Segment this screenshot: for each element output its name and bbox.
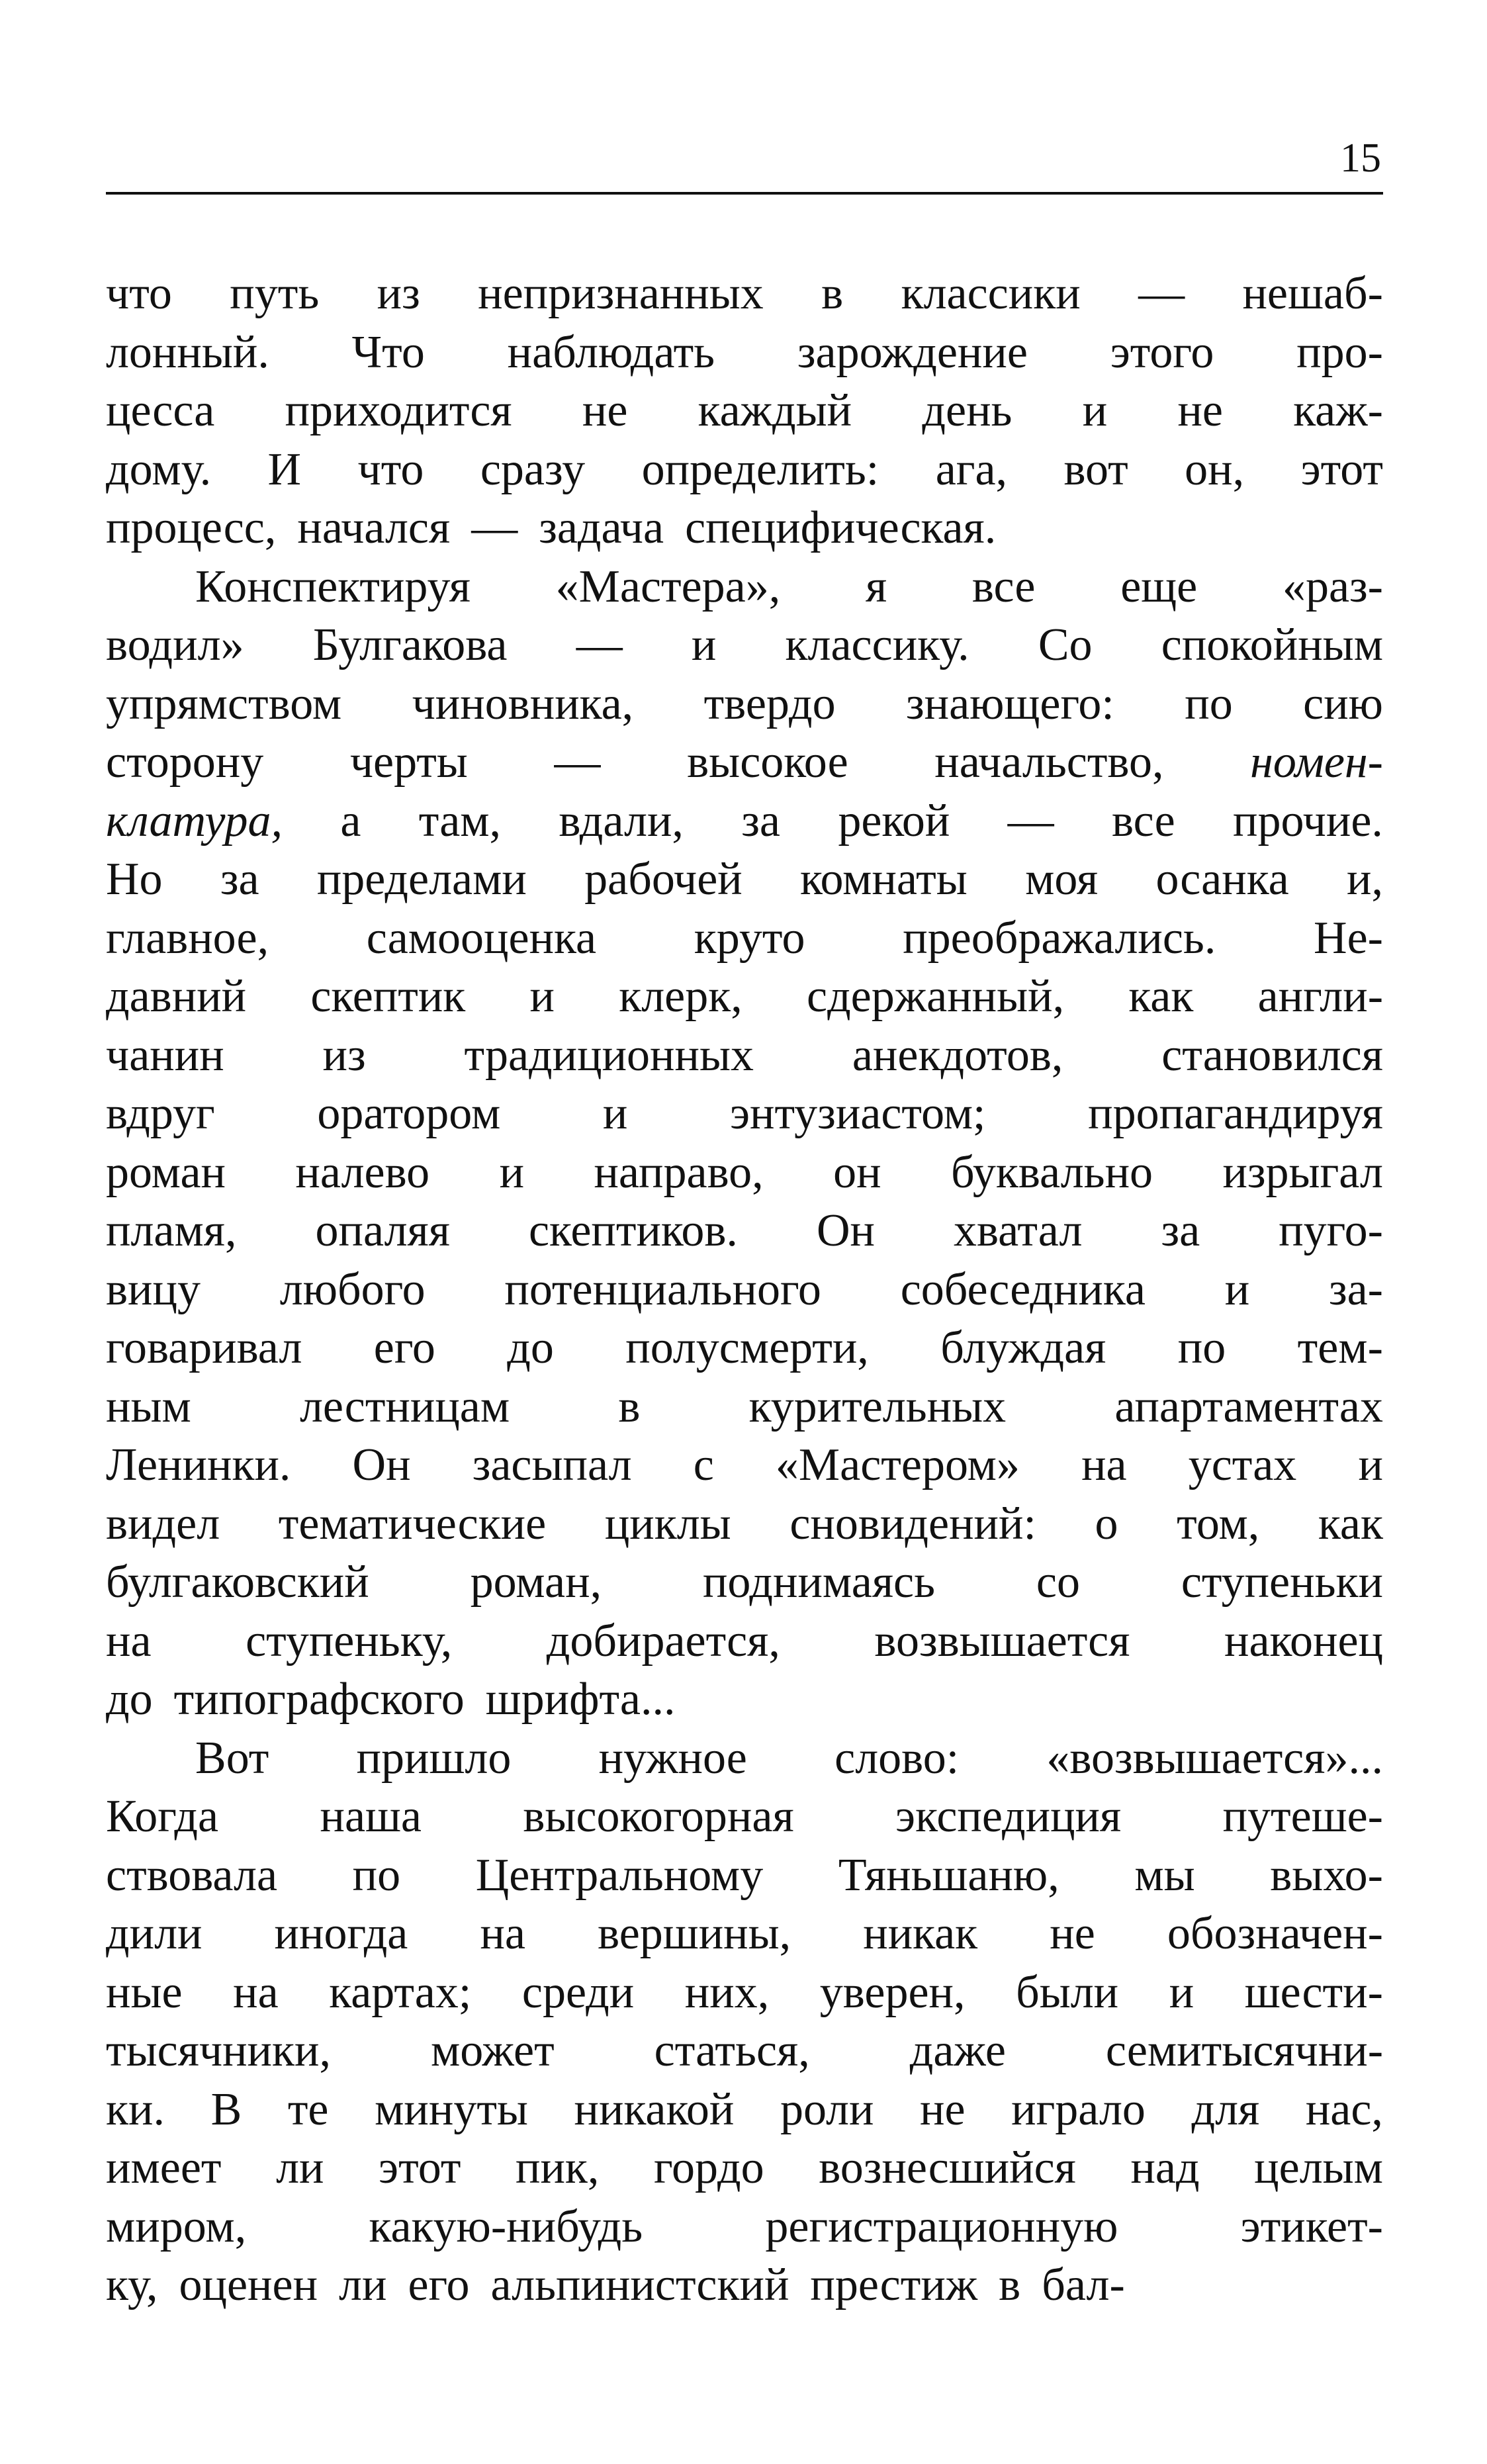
word: Тяньшаню, <box>838 1849 1059 1901</box>
word: пропагандируя <box>1088 1088 1383 1139</box>
word: все <box>971 561 1036 612</box>
word: анекдотов, <box>852 1029 1063 1081</box>
word: сдержанный, <box>807 971 1065 1022</box>
text-line <box>106 382 1383 441</box>
text-line <box>106 1905 1383 1964</box>
word: роман <box>106 1146 226 1198</box>
word: собеседника <box>900 1263 1146 1315</box>
word: гордо <box>653 2142 764 2193</box>
word: до <box>106 1674 153 1725</box>
word: каждый <box>698 385 852 436</box>
word: осанка <box>1155 854 1289 905</box>
word: путь <box>230 268 320 319</box>
word: дили <box>106 1908 203 1959</box>
text-line <box>106 1729 1383 1788</box>
word: непризнанных <box>478 268 764 319</box>
word: энтузиастом; <box>730 1088 986 1139</box>
text-line <box>106 1027 1383 1085</box>
text-line <box>106 675 1383 734</box>
word: высокогорная <box>523 1791 794 1842</box>
word: начался <box>297 502 451 553</box>
word: обозначен- <box>1167 1908 1383 1959</box>
word: никакой <box>574 2083 735 2135</box>
word: уверен, <box>819 1966 966 2018</box>
word: апартаментах <box>1114 1381 1383 1432</box>
word: ага, <box>935 443 1008 495</box>
word: а <box>340 795 361 846</box>
word: приходится <box>285 385 512 436</box>
word: вицу <box>106 1263 201 1315</box>
word: булгаковский <box>106 1557 369 1608</box>
word: блуждая <box>940 1322 1106 1373</box>
word: лестницам <box>300 1381 510 1432</box>
word: курительных <box>748 1381 1007 1432</box>
text-line <box>106 1261 1383 1320</box>
word: оценен <box>179 2259 318 2310</box>
word: играло <box>1011 2083 1146 2135</box>
word: Что <box>351 326 425 378</box>
word: вдали, <box>559 795 684 846</box>
word: каж- <box>1293 385 1383 436</box>
header-rule <box>106 192 1383 195</box>
word: как <box>1318 1498 1383 1549</box>
word: наконец <box>1224 1615 1383 1666</box>
word: на <box>1081 1439 1127 1490</box>
word: из <box>322 1029 366 1081</box>
word: пик, <box>515 2142 600 2193</box>
word: его <box>408 2259 470 2310</box>
word: Центральному <box>475 1849 764 1901</box>
word: Но <box>106 854 163 905</box>
text-line <box>106 1319 1383 1378</box>
word: о <box>1095 1498 1118 1549</box>
word: направо, <box>594 1146 764 1198</box>
word: моя <box>1025 854 1099 905</box>
word: традиционных <box>464 1029 754 1081</box>
word: сновидений: <box>789 1498 1036 1549</box>
text-line <box>106 1670 1383 1729</box>
word: в <box>821 268 844 319</box>
word: этот <box>1300 443 1383 495</box>
word: выхо- <box>1270 1849 1383 1901</box>
word: пределами <box>316 854 527 905</box>
text-line <box>106 2081 1383 2140</box>
word: путеше- <box>1222 1791 1383 1842</box>
word: вот <box>1063 443 1128 495</box>
word: он, <box>1185 443 1245 495</box>
text-line <box>106 2256 1383 2315</box>
word: миром, <box>106 2201 247 2252</box>
word: не <box>920 2083 966 2135</box>
word: высокое <box>687 737 848 788</box>
word: Ленинки. <box>106 1439 291 1490</box>
word: сразу <box>480 443 586 495</box>
word: И <box>267 443 302 495</box>
word: циклы <box>604 1498 731 1549</box>
word: — <box>471 502 518 553</box>
word: день <box>922 385 1013 436</box>
word: давний <box>106 971 247 1022</box>
word: черты <box>349 737 468 788</box>
word: до <box>507 1322 554 1373</box>
word: упрямством <box>106 678 342 729</box>
word: и <box>1082 385 1108 436</box>
word: рабочей <box>584 854 743 905</box>
text-line <box>106 441 1383 500</box>
word: экспедиция <box>895 1791 1122 1842</box>
word: нужное <box>598 1732 747 1784</box>
word: бал- <box>1042 2259 1125 2310</box>
word: мы <box>1134 1849 1195 1901</box>
word: скептик <box>310 971 466 1022</box>
word: и, <box>1346 854 1383 905</box>
word: по <box>352 1849 401 1901</box>
word: ступеньки <box>1181 1557 1383 1608</box>
word: типографского <box>173 1674 465 1725</box>
word: по <box>1177 1322 1226 1373</box>
word: ли <box>276 2142 324 2193</box>
word: зарождение <box>797 326 1028 378</box>
word: рекой <box>838 795 950 846</box>
word: иногда <box>274 1908 408 1959</box>
text-line <box>106 1553 1383 1612</box>
text-line <box>106 499 1383 558</box>
word: самооценка <box>366 912 597 964</box>
word: твердо <box>703 678 836 729</box>
word: что <box>106 268 172 319</box>
word: имеет <box>106 2142 222 2193</box>
word: полусмерти, <box>625 1322 869 1373</box>
word: этот <box>379 2142 461 2193</box>
word: том, <box>1177 1498 1260 1549</box>
word: с <box>693 1439 714 1490</box>
word: семитысячни- <box>1105 2025 1383 2076</box>
word: классики <box>901 268 1081 319</box>
word: говаривал <box>106 1322 302 1373</box>
word: те <box>287 2083 329 2135</box>
word: специфическая. <box>685 502 997 553</box>
word: сию <box>1303 678 1383 729</box>
word: там, <box>418 795 502 846</box>
word: тысячники, <box>106 2025 331 2076</box>
word: дому. <box>106 443 212 495</box>
word: главное, <box>106 912 269 964</box>
word: пуго- <box>1279 1205 1383 1256</box>
word: — <box>554 737 601 788</box>
word: ные <box>106 1966 183 2018</box>
word: и <box>529 971 555 1022</box>
word: целым <box>1254 2142 1383 2193</box>
word: как <box>1128 971 1194 1022</box>
word: опаляя <box>315 1205 450 1256</box>
word: роман, <box>470 1557 602 1608</box>
word: — <box>1138 268 1185 319</box>
word: оратором <box>317 1088 501 1139</box>
word: засыпал <box>472 1439 632 1490</box>
word: буквально <box>950 1146 1153 1198</box>
text-line <box>106 1378 1383 1437</box>
word: не <box>582 385 628 436</box>
word: цесса <box>106 385 215 436</box>
word: изрыгал <box>1222 1146 1383 1198</box>
word: престиж <box>810 2259 978 2310</box>
word: поднимаясь <box>702 1557 936 1608</box>
paragraph <box>106 558 1383 1729</box>
text-line <box>106 850 1383 909</box>
text-line <box>106 1612 1383 1671</box>
text-line <box>106 1202 1383 1261</box>
word: тематические <box>278 1498 547 1549</box>
word: ным <box>106 1381 191 1432</box>
text-line <box>106 792 1383 851</box>
word: знающего: <box>906 678 1114 729</box>
paragraph <box>106 1729 1383 2315</box>
word: за <box>1161 1205 1200 1256</box>
text-line <box>106 1495 1383 1554</box>
word: них, <box>684 1966 770 2018</box>
word: — <box>576 619 623 670</box>
word: на <box>106 1615 152 1666</box>
word: не <box>1177 385 1223 436</box>
text-line <box>106 733 1383 792</box>
word: спокойным <box>1161 619 1383 670</box>
word: Конспектируя <box>195 561 471 612</box>
word: никак <box>863 1908 978 1959</box>
word: видел <box>106 1498 220 1549</box>
word: «раз- <box>1282 561 1383 612</box>
word: картах; <box>329 1966 472 2018</box>
text-line <box>106 968 1383 1027</box>
text-line <box>106 909 1383 968</box>
word: какую-нибудь <box>369 2201 643 2252</box>
word: клерк, <box>619 971 743 1022</box>
word: прочие. <box>1233 795 1383 846</box>
word: минуты <box>375 2083 528 2135</box>
text-line <box>106 558 1383 617</box>
word: Когда <box>106 1791 219 1842</box>
word: скептиков. <box>528 1205 738 1256</box>
word: преображались. <box>903 912 1216 964</box>
word: из <box>377 268 420 319</box>
word: ствовала <box>106 1849 278 1901</box>
word: определить: <box>641 443 879 495</box>
word: даже <box>909 2025 1006 2076</box>
word: комнаты <box>800 854 968 905</box>
word: может <box>431 2025 555 2076</box>
word: лонный. <box>106 326 269 378</box>
word: наблюдать <box>507 326 715 378</box>
word: и <box>499 1146 525 1198</box>
word: я <box>865 561 887 612</box>
text-line <box>106 1847 1383 1905</box>
text-line <box>106 1085 1383 1144</box>
text-line <box>106 1144 1383 1203</box>
text-line <box>106 2139 1383 2198</box>
word: все <box>1112 795 1175 846</box>
word: и <box>1358 1439 1383 1490</box>
word: альпинистский <box>490 2259 789 2310</box>
word: ку, <box>106 2259 158 2310</box>
word: вдруг <box>106 1088 215 1139</box>
word: на <box>480 1908 525 1959</box>
word: вознесшийся <box>819 2142 1076 2193</box>
word: регистрационную <box>765 2201 1118 2252</box>
page-number: 15 <box>1340 136 1381 181</box>
word: среди <box>521 1966 635 2018</box>
word: нешаб- <box>1242 268 1383 319</box>
word: шрифта... <box>485 1674 676 1725</box>
word: за- <box>1328 1263 1383 1315</box>
word: ки. <box>106 2083 165 2135</box>
text-line <box>106 1964 1383 2023</box>
word: задача <box>539 502 664 553</box>
word: над <box>1130 2142 1200 2193</box>
word: и <box>602 1088 628 1139</box>
word: и <box>1224 1263 1250 1315</box>
word: тем- <box>1297 1322 1383 1373</box>
text-line <box>106 265 1383 324</box>
word: на <box>233 1966 279 2018</box>
word: потенциального <box>504 1263 821 1315</box>
text-line <box>106 2198 1383 2257</box>
word: со <box>1036 1557 1080 1608</box>
word: и <box>691 619 717 670</box>
word: в <box>618 1381 641 1432</box>
word: «Мастером» <box>775 1439 1020 1490</box>
text-line <box>106 616 1383 675</box>
word: он <box>833 1146 881 1198</box>
word: чанин <box>106 1029 224 1081</box>
text-line <box>106 2022 1383 2081</box>
word: Вот <box>195 1732 269 1784</box>
word: добирается, <box>546 1615 780 1666</box>
word: Он <box>352 1439 411 1490</box>
word: ступеньку, <box>246 1615 453 1666</box>
word: возвышается <box>874 1615 1130 1666</box>
word: Не- <box>1314 912 1383 964</box>
word: нас, <box>1305 2083 1383 2135</box>
word: любого <box>279 1263 426 1315</box>
word: номен- <box>1250 737 1383 788</box>
word: круто <box>694 912 805 964</box>
text-line <box>106 324 1383 383</box>
word: пламя, <box>106 1205 237 1256</box>
word: хватал <box>953 1205 1083 1256</box>
word: его <box>373 1322 435 1373</box>
word: этого <box>1110 326 1214 378</box>
word: про- <box>1296 326 1383 378</box>
word: процесс, <box>106 502 277 553</box>
word: еще <box>1120 561 1198 612</box>
word: начальство, <box>934 737 1164 788</box>
word: что <box>357 443 424 495</box>
word: устах <box>1188 1439 1297 1490</box>
word: были <box>1016 1966 1119 2018</box>
word: за <box>220 854 259 905</box>
word: налево <box>295 1146 430 1198</box>
text-line <box>106 1436 1383 1495</box>
word: «возвышается»... <box>1046 1732 1383 1784</box>
body-text <box>106 265 1383 2315</box>
word: сторону <box>106 737 264 788</box>
word: в <box>999 2259 1021 2310</box>
word: классику. <box>785 619 969 670</box>
word: «Мастера», <box>555 561 781 612</box>
word: Он <box>816 1205 875 1256</box>
word: клатура, <box>106 795 283 846</box>
word: роли <box>780 2083 874 2135</box>
word: наша <box>320 1791 422 1842</box>
word: В <box>210 2083 242 2135</box>
word: Со <box>1038 619 1093 670</box>
word: за <box>741 795 780 846</box>
word: — <box>1007 795 1054 846</box>
word: слово: <box>834 1732 960 1784</box>
word: водил» <box>106 619 244 670</box>
word: ли <box>339 2259 387 2310</box>
word: по <box>1185 678 1233 729</box>
word: этикет- <box>1240 2201 1383 2252</box>
word: становился <box>1161 1029 1383 1081</box>
word: статься, <box>654 2025 810 2076</box>
word: шести- <box>1244 1966 1383 2018</box>
word: пришло <box>356 1732 512 1784</box>
paragraph <box>106 265 1383 558</box>
word: для <box>1191 2083 1260 2135</box>
word: не <box>1050 1908 1095 1959</box>
word: Булгакова <box>312 619 508 670</box>
word: англи- <box>1257 971 1383 1022</box>
word: вершины, <box>598 1908 791 1959</box>
text-line <box>106 1788 1383 1847</box>
word: и <box>1169 1966 1194 2018</box>
word: чиновника, <box>412 678 634 729</box>
